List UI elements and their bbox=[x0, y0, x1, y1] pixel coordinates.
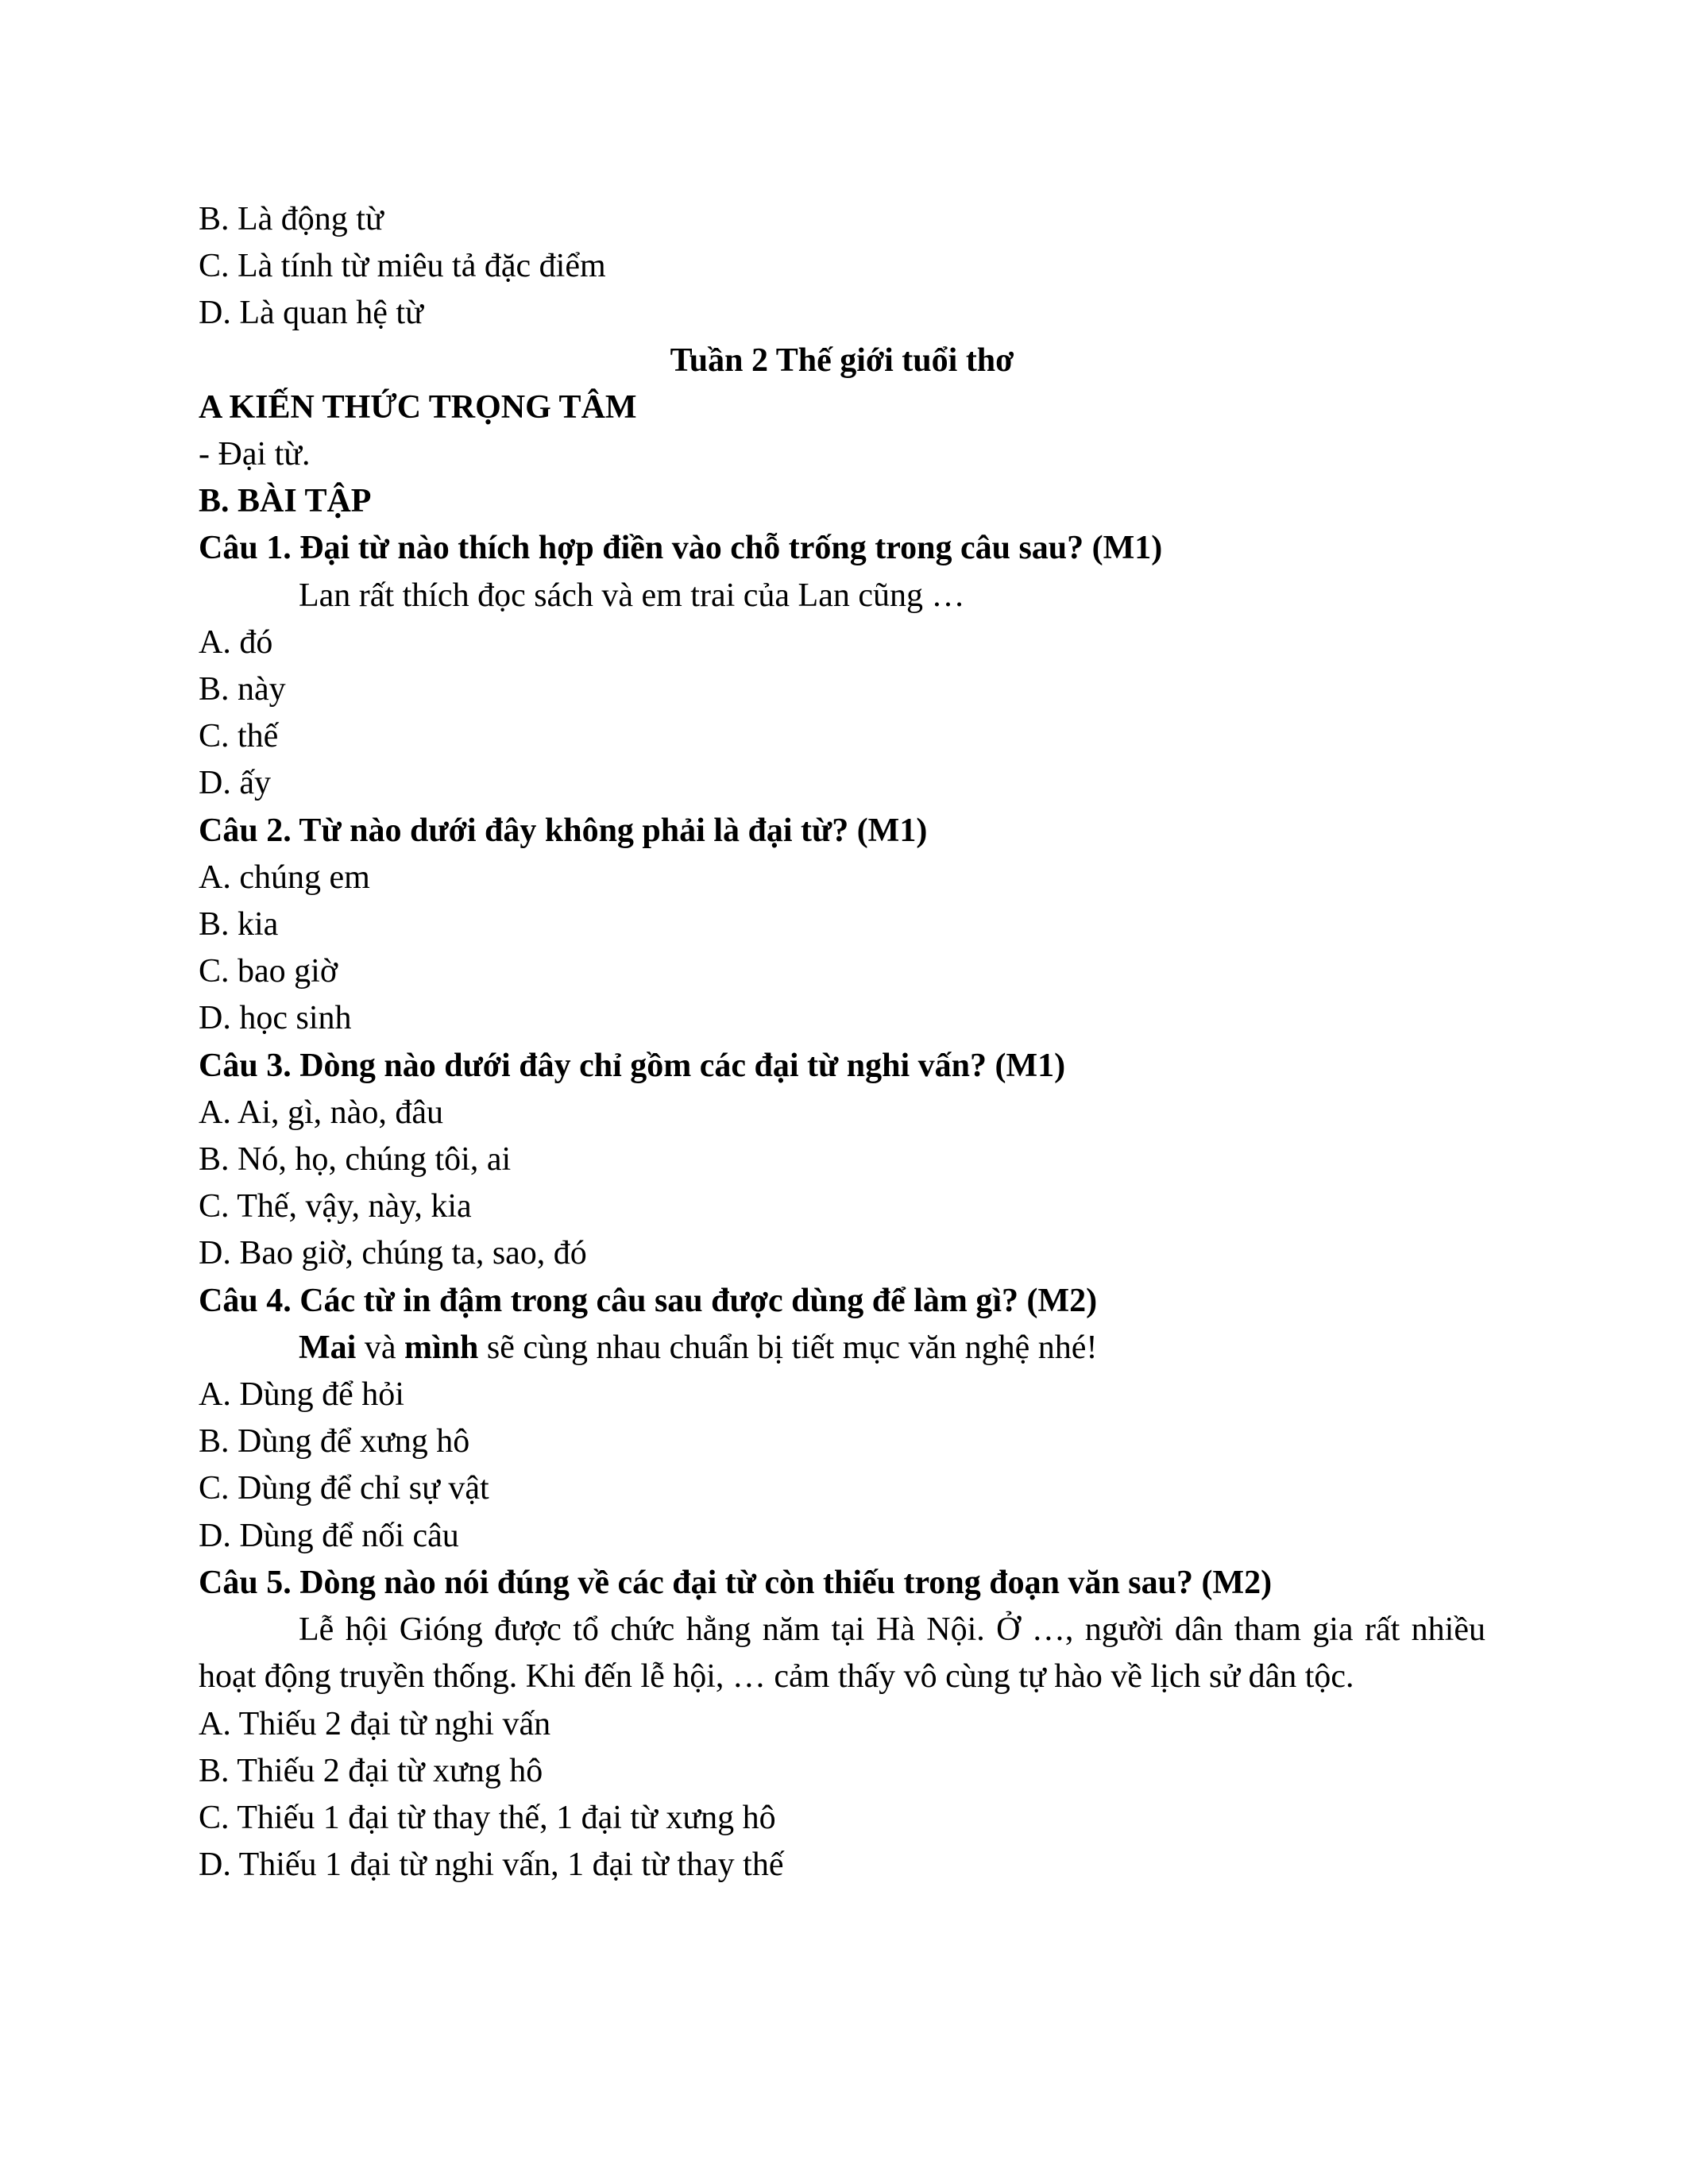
question-1-option-c: C. thế bbox=[199, 718, 279, 755]
question-4-bold-word-2: mình bbox=[404, 1329, 479, 1366]
option-d-prev: D. Là quan hệ từ bbox=[199, 295, 423, 332]
section-a-content: - Đại từ. bbox=[199, 436, 311, 473]
question-5-option-b: B. Thiếu 2 đại từ xưng hô bbox=[199, 1752, 543, 1789]
question-3-prompt: Câu 3. Dòng nào dưới đây chỉ gồm các đại từ nghi vấn? (M1) bbox=[199, 1047, 1066, 1084]
question-1-prompt: Câu 1. Đại từ nào thích hợp điền vào chỗ trống trong câu sau? (M1) bbox=[199, 530, 1163, 567]
week-title: Tuần 2 Thế giới tuổi thơ bbox=[670, 341, 1014, 379]
question-5-passage: Lễ hội Gióng được tổ chức hằng năm tại Hà Nội. Ở …, người dân tham gia rất nhiều hoạt động truyền thống. Khi đến lễ hội, … cảm thấy vô cùng tự hào về lịch sử dân tộc. bbox=[199, 1611, 1485, 1696]
question-1-option-b: B. này bbox=[199, 671, 286, 708]
question-3-option-a: A. Ai, gì, nào, đâu bbox=[199, 1094, 443, 1131]
question-2-option-b: B. kia bbox=[199, 906, 279, 943]
question-2-option-a: A. chúng em bbox=[199, 859, 370, 896]
question-5-option-c: C. Thiếu 1 đại từ thay thế, 1 đại từ xưng hô bbox=[199, 1799, 776, 1836]
question-4-option-b: B. Dùng để xưng hô bbox=[199, 1423, 470, 1461]
section-b-heading: B. BÀI TẬP bbox=[199, 483, 372, 520]
option-c-prev: C. Là tính từ miêu tả đặc điểm bbox=[199, 248, 606, 285]
question-4-sentence-text-2: sẽ cùng nhau chuẩn bị tiết mục văn nghệ nhé! bbox=[478, 1329, 1098, 1366]
question-1-sentence: Lan rất thích đọc sách và em trai của Lan cũng … bbox=[299, 577, 965, 614]
question-5-option-d: D. Thiếu 1 đại từ nghi vấn, 1 đại từ thay thế bbox=[199, 1846, 784, 1884]
question-2-prompt: Câu 2. Từ nào dưới đây không phải là đại từ? (M1) bbox=[199, 812, 928, 849]
question-5-option-a: A. Thiếu 2 đại từ nghi vấn bbox=[199, 1705, 551, 1742]
option-b-prev: B. Là động từ bbox=[199, 201, 384, 237]
question-4-prompt: Câu 4. Các từ in đậm trong câu sau được dùng để làm gì? (M2) bbox=[199, 1282, 1098, 1319]
question-4-bold-word-1: Mai bbox=[299, 1329, 357, 1366]
question-3-option-c: C. Thế, vậy, này, kia bbox=[199, 1188, 472, 1225]
question-4-sentence-text-1: và bbox=[356, 1329, 404, 1366]
question-1-option-a: A. đó bbox=[199, 623, 273, 661]
question-2-option-c: C. bao giờ bbox=[199, 953, 338, 990]
question-4-option-d: D. Dùng để nối câu bbox=[199, 1517, 459, 1554]
question-1-option-d: D. ấy bbox=[199, 765, 271, 802]
question-4-sentence bbox=[199, 1325, 1485, 1372]
question-5-prompt: Câu 5. Dòng nào nói đúng về các đại từ còn thiếu trong đoạn văn sau? (M2) bbox=[199, 1564, 1273, 1601]
question-4-option-c: C. Dùng để chỉ sự vật bbox=[199, 1470, 489, 1507]
section-a-heading: A KIẾN THỨC TRỌNG TÂM bbox=[199, 388, 637, 426]
question-3-option-b: B. Nó, họ, chúng tôi, ai bbox=[199, 1141, 512, 1179]
question-2-option-d: D. học sinh bbox=[199, 1000, 352, 1037]
question-3-option-d: D. Bao giờ, chúng ta, sao, đó bbox=[199, 1235, 587, 1272]
document-page bbox=[199, 196, 1485, 1889]
question-4-option-a: A. Dùng để hỏi bbox=[199, 1376, 404, 1414]
